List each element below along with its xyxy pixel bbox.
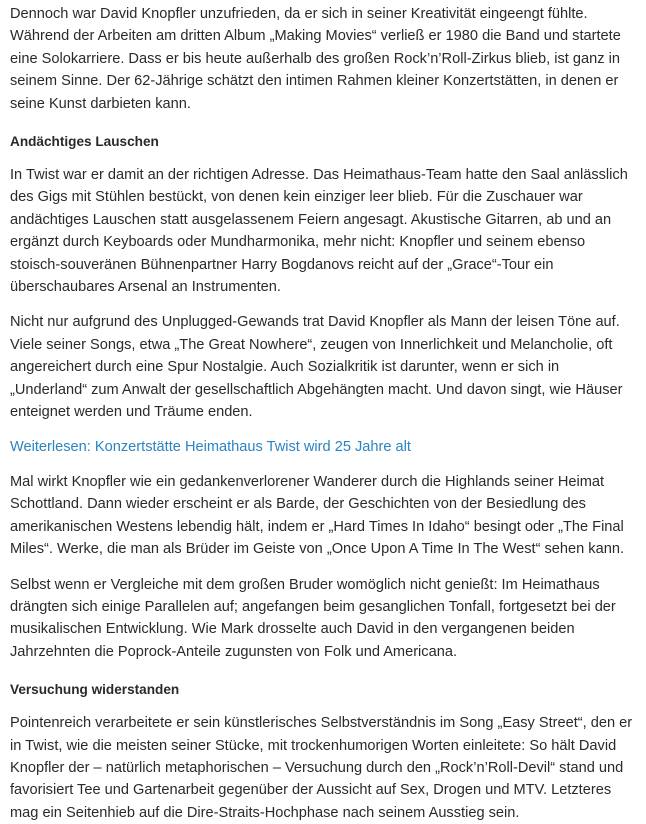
- article-body: [0, 3, 646, 824]
- read-more-line: [10, 436, 636, 458]
- article-paragraph: Selbst wenn er Vergleiche mit dem großen Bruder womöglich nicht genießt: Im Heimathaus drängten sich einige Parallelen auf; angefangen beim gesanglichen Tonfall, fortgesetzt bei der musikalischen Entwicklung. Wie Mark drosselte auch David in den vergangenen beiden Jahrzehnten die Poprock-Anteile zugunsten von Folk und Americana.: [10, 576, 616, 660]
- article-paragraph: Mal wirkt Knopfler wie ein gedankenverlorener Wanderer durch die Highlands seiner Heimat Schottland. Dann wieder erscheint er als Barde, der Geschichten von der Besiedlung des amerikanischen Westens lebendig hält, indem er „Hard Times In Idaho“ besingt oder „The Final Miles“. Werke, die man als Brüder im Geiste von „Once Upon A Time In The West“ sehen kann.: [10, 473, 625, 558]
- read-more-link[interactable]: Weiterlesen: Konzertstätte Heimathaus Twist wird 25 Jahre alt: [10, 438, 411, 455]
- subheading: Versuchung widerstanden: [10, 682, 180, 698]
- article-paragraph: Nicht nur aufgrund des Unplugged-Gewands trat David Knopfler als Mann der leisen Töne auf. Viele seiner Songs, etwa „The Great Nowhere“, zeugen von Innerlichkeit und Melancholie, oft angereichert durch eine Spur Nostalgie. Auch Sozialkritik ist darunter, wenn er sich in „Underland“ zum Anwalt der gesellschaftlich Abgehängten macht. Und davon singt, wie Häuser enteignet werden und Träume enden.: [10, 314, 623, 421]
- article-paragraph: In Twist war er damit an der richtigen Adresse. Das Heimathaus-Team hatte den Saal anlässlich des Gigs mit Stühlen bestückt, von denen kein einziger leer blieb. Für die Zuschauer war andächtiges Lauschen statt ausgelassenem Feiern angesagt. Akustische Gitarren, ab und an ergänzt durch Keyboards oder Mundharmonika, mehr nicht: Knopfler und seinem ebenso stoisch-souveränen Bühnenpartner Harry Bogdanovs reicht auf der „Grace“-Tour ein überschaubares Arsenal an Instrumenten.: [10, 167, 628, 296]
- article-paragraph: Dennoch war David Knopfler unzufrieden, da er sich in seiner Kreativität eingeengt fühlte. Während der Arbeiten am dritten Album „Making Movies“ verließ er 1980 die Band und startete eine Solokarriere. Dass er bis heute außerhalb des großen Rock’n’Roll-Zirkus blieb, ist ganz in seinem Sinne. Der 62-Jährige schätzt den intimen Rahmen kleiner Konzertstätten, in denen er seine Kunst darbieten kann.: [10, 6, 621, 112]
- article-paragraph: Pointenreich verarbeitete er sein künstlerisches Selbstverständnis im Song „Easy Street“, den er in Twist, wie die meisten seiner Stücke, mit trockenhumorigen Worten einleitete: So hält David Knopfler der – natürlich metaphorischen – Versuchung durch den „Rock’n’Roll-Devil“ stand und favorisiert Tee und Gartenarbeit gegenüber der Aussicht auf Sex, Drogen und MTV. Letzteres mag ein Seitenhieb auf die Dire-Straits-Hochphase nach seinem Ausstieg sein.: [10, 715, 633, 821]
- subheading: Andächtiges Lauschen: [10, 134, 159, 150]
